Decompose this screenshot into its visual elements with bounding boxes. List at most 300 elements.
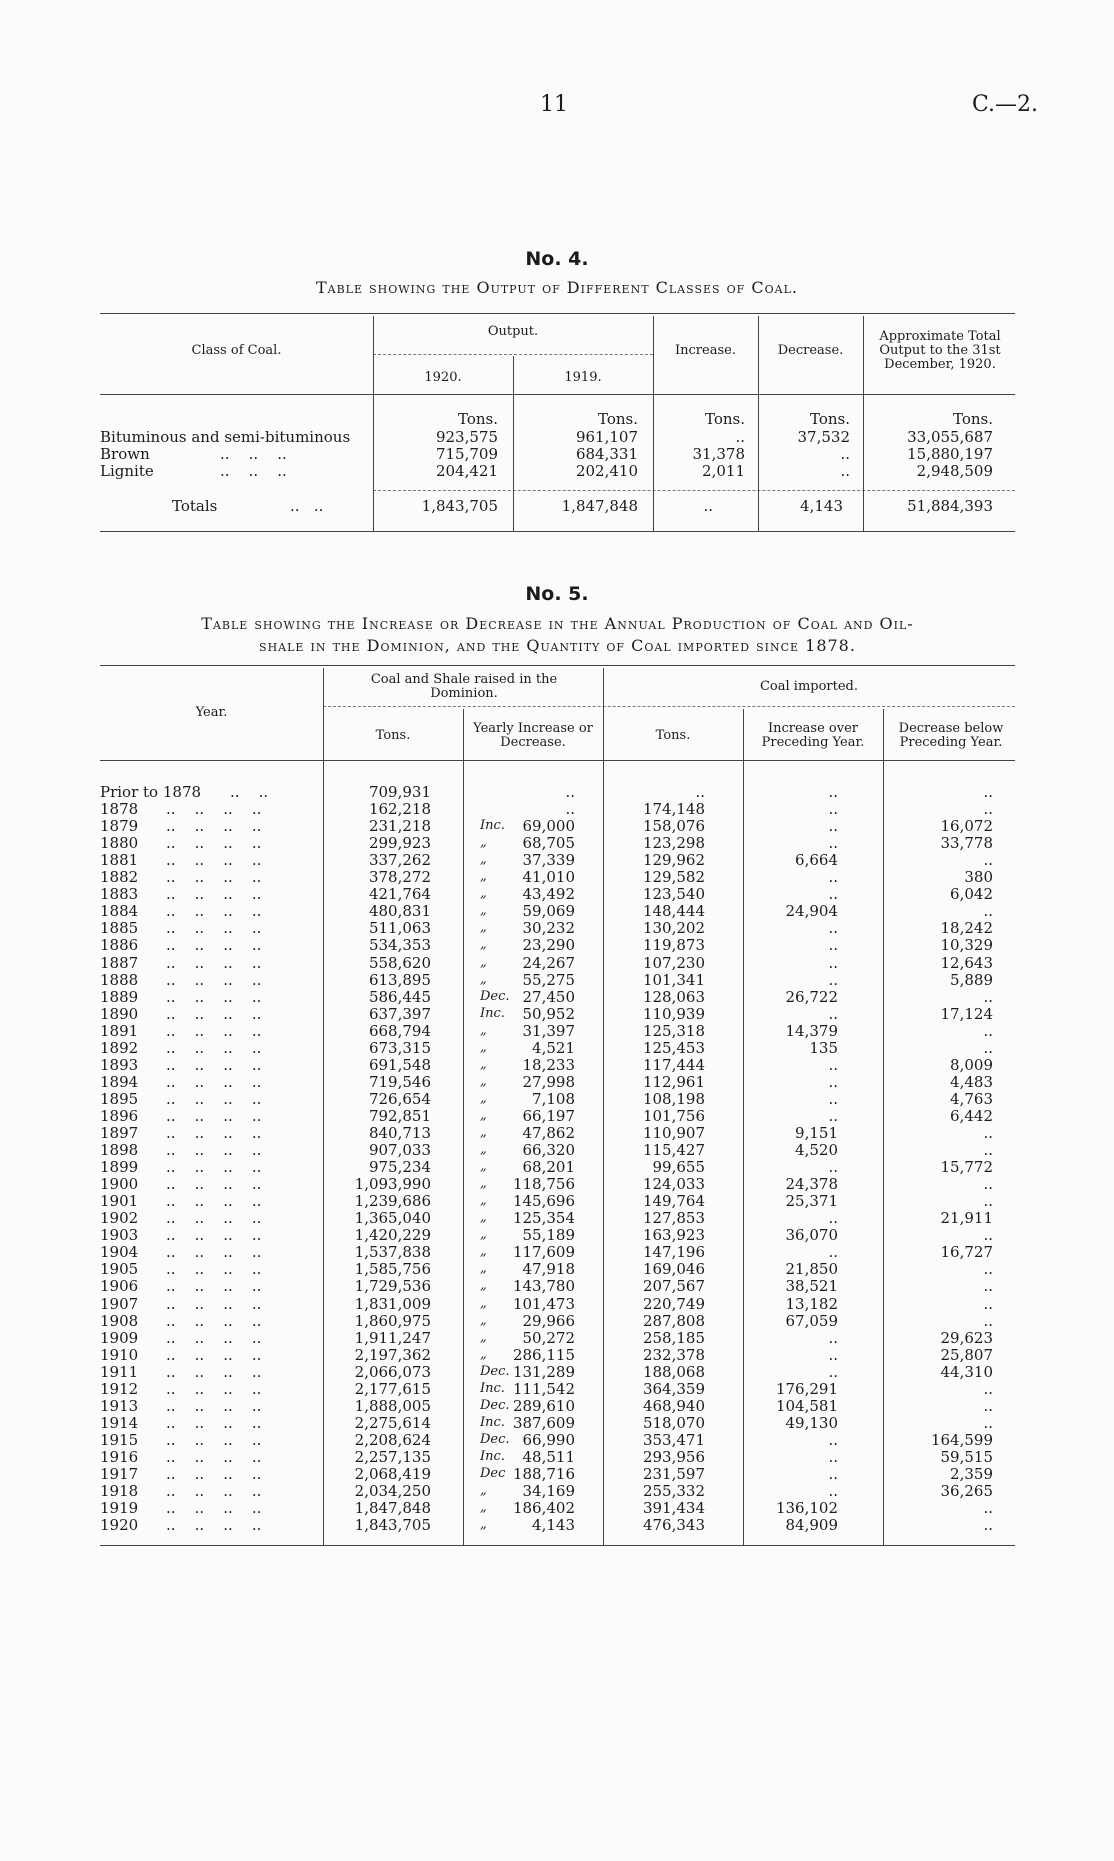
year-label: 1904 xyxy=(100,1243,139,1261)
decrease-below-preceding: 6,042 xyxy=(950,885,993,903)
increase-over-preceding: .. xyxy=(828,1431,838,1449)
increase-over-preceding: .. xyxy=(828,1056,838,1074)
coal-class: Bituminous and semi-bituminous xyxy=(100,428,351,446)
imported-tons: 117,444 xyxy=(642,1056,705,1074)
raised-tons: 691,548 xyxy=(368,1056,431,1074)
raised-tons: 337,262 xyxy=(368,851,431,869)
raised-tons: 299,923 xyxy=(368,834,431,852)
change-type-mark: „ xyxy=(480,1040,487,1055)
raised-tons: 162,218 xyxy=(368,800,431,818)
raised-tons: 378,272 xyxy=(368,868,431,886)
decrease-value: 37,532 xyxy=(797,428,850,446)
increase-over-preceding: .. xyxy=(828,936,838,954)
raised-tons: 2,197,362 xyxy=(354,1346,431,1364)
year-label: 1891 xyxy=(100,1022,139,1040)
decrease-below-preceding: .. xyxy=(983,1039,993,1057)
change-type-mark: Dec. xyxy=(480,1398,510,1413)
year-label: 1880 xyxy=(100,834,139,852)
decrease-value: .. xyxy=(840,445,850,463)
decrease-below-preceding: .. xyxy=(983,1192,993,1210)
imported-tons: 293,956 xyxy=(642,1448,705,1466)
raised-tons: 534,353 xyxy=(368,936,431,954)
yearly-change: 37,339 xyxy=(522,851,575,869)
increase-over-preceding: .. xyxy=(828,1346,838,1364)
yearly-change: 186,402 xyxy=(512,1499,575,1517)
increase-over-preceding: 13,182 xyxy=(785,1295,838,1313)
change-type-mark: Dec. xyxy=(480,1364,510,1379)
change-type-mark: „ xyxy=(480,1517,487,1532)
decrease-below-preceding: .. xyxy=(983,1397,993,1415)
imported-tons: 518,070 xyxy=(642,1414,705,1432)
imported-tons: 119,873 xyxy=(642,936,705,954)
coal-class: Lignite xyxy=(100,462,154,480)
change-type-mark: „ xyxy=(480,937,487,952)
increase-over-preceding: .. xyxy=(828,1363,838,1381)
decrease-below-preceding: .. xyxy=(983,1312,993,1330)
imported-tons: 112,961 xyxy=(642,1073,705,1091)
decrease-below-preceding: .. xyxy=(983,988,993,1006)
leader-dots: .. .. .. .. xyxy=(166,817,262,835)
raised-tons: 1,420,229 xyxy=(354,1226,431,1244)
imported-tons: 99,655 xyxy=(652,1158,705,1176)
column-header-imported: Coal imported. xyxy=(759,679,859,694)
increase-over-preceding: .. xyxy=(828,1073,838,1091)
rule xyxy=(100,760,1015,761)
yearly-change: 286,115 xyxy=(512,1346,575,1364)
year-label: 1900 xyxy=(100,1175,139,1193)
change-type-mark: „ xyxy=(480,886,487,901)
leader-dots: .. .. .. .. xyxy=(166,1363,262,1381)
imported-tons: 353,471 xyxy=(642,1431,705,1449)
change-type-mark: „ xyxy=(480,1108,487,1123)
increase-over-preceding: 38,521 xyxy=(785,1277,838,1295)
change-type-mark: „ xyxy=(480,1347,487,1362)
change-type-mark: Inc. xyxy=(480,1415,505,1430)
yearly-change: 24,267 xyxy=(522,954,575,972)
raised-tons: 2,275,614 xyxy=(354,1414,431,1432)
table-5-title-line-2: shale in the Dominion, and the Quantity of Coal imported since 1878. xyxy=(259,636,856,655)
year-label: 1913 xyxy=(100,1397,139,1415)
change-type-mark: „ xyxy=(480,1125,487,1140)
year-label: 1878 xyxy=(100,800,139,818)
year-label: 1884 xyxy=(100,902,139,920)
decrease-below-preceding: 16,727 xyxy=(940,1243,993,1261)
year-label: 1907 xyxy=(100,1295,139,1313)
decrease-below-preceding: 10,329 xyxy=(940,936,993,954)
leader-dots: .. .. .. .. xyxy=(166,1107,262,1125)
imported-tons: 128,063 xyxy=(642,988,705,1006)
leader-dots: .. .. .. .. xyxy=(166,988,262,1006)
imported-tons: 258,185 xyxy=(642,1329,705,1347)
column-header-output: Output. xyxy=(487,324,539,339)
change-type-mark: Dec xyxy=(480,1466,506,1481)
increase-over-preceding: 136,102 xyxy=(775,1499,838,1517)
rule xyxy=(373,354,653,355)
yearly-change: .. xyxy=(565,800,575,818)
coal-class: Brown xyxy=(100,445,150,463)
leader-dots: .. .. .. .. xyxy=(166,919,262,937)
year-label: 1906 xyxy=(100,1277,139,1295)
decrease-below-preceding: .. xyxy=(983,1516,993,1534)
leader-dots: .. .. .. .. xyxy=(166,1482,262,1500)
imported-tons: 123,298 xyxy=(642,834,705,852)
change-type-mark: „ xyxy=(480,1074,487,1089)
raised-tons: 231,218 xyxy=(368,817,431,835)
yearly-change: 387,609 xyxy=(512,1414,575,1432)
imported-tons: 129,582 xyxy=(642,868,705,886)
column-header-1920: 1920. xyxy=(424,370,462,385)
leader-dots: .. .. .. .. xyxy=(166,936,262,954)
raised-tons: 480,831 xyxy=(368,902,431,920)
increase-over-preceding: .. xyxy=(828,800,838,818)
change-type-mark: „ xyxy=(480,1142,487,1157)
raised-tons: 726,654 xyxy=(368,1090,431,1108)
raised-tons: 975,234 xyxy=(368,1158,431,1176)
decrease-below-preceding: 59,515 xyxy=(940,1448,993,1466)
leader-dots: .. .. .. .. xyxy=(166,1141,262,1159)
decrease-below-preceding: .. xyxy=(983,1295,993,1313)
increase-over-preceding: .. xyxy=(828,1465,838,1483)
column-header-tons: Tons. xyxy=(375,728,411,743)
leader-dots: .. .. .. .. xyxy=(166,1448,262,1466)
yearly-change: 27,450 xyxy=(522,988,575,1006)
raised-tons: 668,794 xyxy=(368,1022,431,1040)
yearly-change: 48,511 xyxy=(522,1448,575,1466)
decrease-below-preceding: 18,242 xyxy=(940,919,993,937)
increase-over-preceding: 67,059 xyxy=(785,1312,838,1330)
yearly-change: 111,542 xyxy=(512,1380,575,1398)
year-label: 1918 xyxy=(100,1482,139,1500)
column-header-1919: 1919. xyxy=(564,370,602,385)
leader-dots: .. .. .. .. xyxy=(166,834,262,852)
imported-tons: 130,202 xyxy=(642,919,705,937)
column-header-decrease: Decrease. xyxy=(777,343,844,358)
leader-dots: .. .. .. .. xyxy=(166,1260,262,1278)
raised-tons: 586,445 xyxy=(368,988,431,1006)
decrease-below-preceding: .. xyxy=(983,1175,993,1193)
decrease-below-preceding: .. xyxy=(983,1022,993,1040)
increase-over-preceding: .. xyxy=(828,885,838,903)
year-label: 1919 xyxy=(100,1499,139,1517)
increase-over-preceding: .. xyxy=(828,971,838,989)
imported-tons: 101,341 xyxy=(642,971,705,989)
imported-tons: 101,756 xyxy=(642,1107,705,1125)
increase-over-preceding: 4,520 xyxy=(795,1141,838,1159)
decrease-below-preceding: 4,763 xyxy=(950,1090,993,1108)
yearly-change: 69,000 xyxy=(522,817,575,835)
increase-over-preceding: 176,291 xyxy=(775,1380,838,1398)
raised-tons: 1,365,040 xyxy=(354,1209,431,1227)
imported-tons: 108,198 xyxy=(642,1090,705,1108)
year-label: 1887 xyxy=(100,954,139,972)
yearly-change: 55,189 xyxy=(522,1226,575,1244)
increase-over-preceding: .. xyxy=(828,1090,838,1108)
yearly-change: 145,696 xyxy=(512,1192,575,1210)
column-header-increase-over: Increase over Preceding Year. xyxy=(761,721,865,750)
imported-tons: 123,540 xyxy=(642,885,705,903)
decrease-below-preceding: 29,623 xyxy=(940,1329,993,1347)
decrease-below-preceding: 33,778 xyxy=(940,834,993,852)
imported-tons: 207,567 xyxy=(642,1277,705,1295)
leader-dots: .. .. .. .. xyxy=(166,1209,262,1227)
rule xyxy=(100,531,1015,532)
leader-dots: .. .. .. .. xyxy=(166,1073,262,1091)
imported-tons: 110,939 xyxy=(642,1005,705,1023)
leader-dots: .. .. .. .. xyxy=(166,1022,262,1040)
leader-dots: .. .. xyxy=(230,783,269,801)
year-label: 1911 xyxy=(100,1363,139,1381)
yearly-change: 66,197 xyxy=(522,1107,575,1125)
raised-tons: 613,895 xyxy=(368,971,431,989)
change-type-mark: „ xyxy=(480,835,487,850)
raised-tons: 637,397 xyxy=(368,1005,431,1023)
year-label: 1897 xyxy=(100,1124,139,1142)
yearly-change: 27,998 xyxy=(522,1073,575,1091)
raised-tons: 1,537,838 xyxy=(354,1243,431,1261)
leader-dots: .. .. .. .. xyxy=(166,1005,262,1023)
totals-1920: 1,843,705 xyxy=(421,497,498,515)
leader-dots: .. .. .. .. xyxy=(166,1380,262,1398)
leader-dots: .. .. .. .. xyxy=(166,1192,262,1210)
leader-dots: .. .. .. .. xyxy=(166,1346,262,1364)
increase-over-preceding: .. xyxy=(828,954,838,972)
raised-tons: 2,034,250 xyxy=(354,1482,431,1500)
totals-decrease: 4,143 xyxy=(800,497,843,515)
decrease-below-preceding: .. xyxy=(983,1141,993,1159)
page-number: 11 xyxy=(540,92,568,117)
output-1919: 684,331 xyxy=(575,445,638,463)
raised-tons: 1,729,536 xyxy=(354,1277,431,1295)
imported-tons: 125,318 xyxy=(642,1022,705,1040)
increase-over-preceding: 25,371 xyxy=(785,1192,838,1210)
raised-tons: 2,066,073 xyxy=(354,1363,431,1381)
totals-label: Totals xyxy=(172,497,218,515)
approx-total-value: 2,948,509 xyxy=(916,462,993,480)
imported-tons: 129,962 xyxy=(642,851,705,869)
column-header-raised: Coal and Shale raised in the Dominion. xyxy=(370,672,558,701)
yearly-change: 66,320 xyxy=(522,1141,575,1159)
yearly-change: 55,275 xyxy=(522,971,575,989)
year-label: 1901 xyxy=(100,1192,139,1210)
increase-over-preceding: .. xyxy=(828,1158,838,1176)
decrease-below-preceding: 4,483 xyxy=(950,1073,993,1091)
decrease-below-preceding: .. xyxy=(983,1380,993,1398)
raised-tons: 1,831,009 xyxy=(354,1295,431,1313)
leader-dots: .. .. .. .. xyxy=(166,1039,262,1057)
imported-tons: 468,940 xyxy=(642,1397,705,1415)
decrease-below-preceding: 21,911 xyxy=(940,1209,993,1227)
leader-dots: .. .. .. .. xyxy=(166,1397,262,1415)
rule xyxy=(373,490,1015,491)
raised-tons: 421,764 xyxy=(368,885,431,903)
year-label: 1915 xyxy=(100,1431,139,1449)
increase-over-preceding: .. xyxy=(828,1005,838,1023)
yearly-change: .. xyxy=(565,783,575,801)
change-type-mark: „ xyxy=(480,920,487,935)
year-label: 1899 xyxy=(100,1158,139,1176)
leader-dots: .. .. .. .. xyxy=(166,1277,262,1295)
year-label: 1903 xyxy=(100,1226,139,1244)
rule xyxy=(100,313,1015,314)
change-type-mark: „ xyxy=(480,869,487,884)
raised-tons: 2,208,624 xyxy=(354,1431,431,1449)
change-type-mark: „ xyxy=(480,972,487,987)
imported-tons: 107,230 xyxy=(642,954,705,972)
leader-dots: .. .. .. .. xyxy=(166,885,262,903)
leader-dots: .. .. .. .. xyxy=(166,971,262,989)
decrease-below-preceding: .. xyxy=(983,1260,993,1278)
raised-tons: 709,931 xyxy=(368,783,431,801)
yearly-change: 7,108 xyxy=(532,1090,575,1108)
increase-over-preceding: .. xyxy=(828,919,838,937)
raised-tons: 1,093,990 xyxy=(354,1175,431,1193)
decrease-below-preceding: .. xyxy=(983,1124,993,1142)
leader-dots: .. .. .. .. xyxy=(166,902,262,920)
decrease-below-preceding: 12,643 xyxy=(940,954,993,972)
year-label: 1908 xyxy=(100,1312,139,1330)
year-label: 1917 xyxy=(100,1465,139,1483)
decrease-below-preceding: 380 xyxy=(964,868,993,886)
leader-dots: .. .. .. .. xyxy=(166,1295,262,1313)
imported-tons: 169,046 xyxy=(642,1260,705,1278)
leader-dots: .. .. .. .. xyxy=(166,1329,262,1347)
raised-tons: 511,063 xyxy=(368,919,431,937)
leader-dots: .. .. .. .. xyxy=(166,1158,262,1176)
leader-dots: .. .. .. xyxy=(220,462,287,480)
yearly-change: 18,233 xyxy=(522,1056,575,1074)
year-label: 1902 xyxy=(100,1209,139,1227)
unit-label: Tons. xyxy=(705,410,745,428)
year-label: 1881 xyxy=(100,851,139,869)
yearly-change: 125,354 xyxy=(512,1209,575,1227)
decrease-below-preceding: 17,124 xyxy=(940,1005,993,1023)
decrease-below-preceding: 6,442 xyxy=(950,1107,993,1125)
yearly-change: 66,990 xyxy=(522,1431,575,1449)
change-type-mark: „ xyxy=(480,1193,487,1208)
rule xyxy=(100,665,1015,666)
raised-tons: 673,315 xyxy=(368,1039,431,1057)
yearly-change: 188,716 xyxy=(512,1465,575,1483)
increase-over-preceding: 24,904 xyxy=(785,902,838,920)
output-1919: 961,107 xyxy=(575,428,638,446)
change-type-mark: „ xyxy=(480,1023,487,1038)
change-type-mark: „ xyxy=(480,1057,487,1072)
imported-tons: 364,359 xyxy=(642,1380,705,1398)
imported-tons: .. xyxy=(695,783,705,801)
totals-approx: 51,884,393 xyxy=(907,497,993,515)
decrease-below-preceding: .. xyxy=(983,783,993,801)
raised-tons: 1,911,247 xyxy=(354,1329,431,1347)
leader-dots: .. .. .. .. xyxy=(166,1499,262,1517)
yearly-change: 41,010 xyxy=(522,868,575,886)
yearly-change: 34,169 xyxy=(522,1482,575,1500)
rule xyxy=(323,706,1015,707)
increase-over-preceding: 135 xyxy=(809,1039,838,1057)
change-type-mark: „ xyxy=(480,1159,487,1174)
leader-dots: .. .. .. .. xyxy=(166,1414,262,1432)
unit-label: Tons. xyxy=(458,410,498,428)
column-header-decrease-below: Decrease below Preceding Year. xyxy=(898,721,1004,750)
output-1920: 923,575 xyxy=(435,428,498,446)
imported-tons: 147,196 xyxy=(642,1243,705,1261)
raised-tons: 558,620 xyxy=(368,954,431,972)
imported-tons: 174,148 xyxy=(642,800,705,818)
change-type-mark: „ xyxy=(480,1483,487,1498)
yearly-change: 117,609 xyxy=(512,1243,575,1261)
imported-tons: 110,907 xyxy=(642,1124,705,1142)
leader-dots: .. .. .. .. xyxy=(166,1124,262,1142)
raised-tons: 907,033 xyxy=(368,1141,431,1159)
approx-total-value: 15,880,197 xyxy=(907,445,993,463)
decrease-below-preceding: 2,359 xyxy=(950,1465,993,1483)
leader-dots: .. .. .. .. xyxy=(166,1243,262,1261)
imported-tons: 148,444 xyxy=(642,902,705,920)
year-label: 1914 xyxy=(100,1414,139,1432)
increase-over-preceding: 9,151 xyxy=(795,1124,838,1142)
output-1919: 202,410 xyxy=(575,462,638,480)
leader-dots: .. .. .. .. xyxy=(166,1312,262,1330)
increase-over-preceding: .. xyxy=(828,1243,838,1261)
imported-tons: 158,076 xyxy=(642,817,705,835)
table-5-title-line-1: Table showing the Increase or Decrease in the Annual Production of Coal and Oil- xyxy=(201,614,914,633)
yearly-change: 68,201 xyxy=(522,1158,575,1176)
column-header-imported-tons: Tons. xyxy=(655,728,691,743)
change-type-mark: Inc. xyxy=(480,1006,505,1021)
raised-tons: 2,177,615 xyxy=(354,1380,431,1398)
table-5-number: No. 5. xyxy=(525,583,589,605)
increase-over-preceding: 84,909 xyxy=(785,1516,838,1534)
year-label: 1885 xyxy=(100,919,139,937)
increase-over-preceding: 24,378 xyxy=(785,1175,838,1193)
increase-over-preceding: .. xyxy=(828,1329,838,1347)
year-label: 1916 xyxy=(100,1448,139,1466)
raised-tons: 1,888,005 xyxy=(354,1397,431,1415)
leader-dots: .. .. .. .. xyxy=(166,1056,262,1074)
imported-tons: 231,597 xyxy=(642,1465,705,1483)
increase-over-preceding: .. xyxy=(828,834,838,852)
yearly-change: 101,473 xyxy=(512,1295,575,1313)
imported-tons: 287,808 xyxy=(642,1312,705,1330)
yearly-change: 30,232 xyxy=(522,919,575,937)
imported-tons: 125,453 xyxy=(642,1039,705,1057)
yearly-change: 23,290 xyxy=(522,936,575,954)
change-type-mark: „ xyxy=(480,1261,487,1276)
increase-over-preceding: 14,379 xyxy=(785,1022,838,1040)
increase-value: 2,011 xyxy=(702,462,745,480)
decrease-below-preceding: .. xyxy=(983,800,993,818)
decrease-below-preceding: .. xyxy=(983,1226,993,1244)
yearly-change: 43,492 xyxy=(522,885,575,903)
change-type-mark: Inc. xyxy=(480,1381,505,1396)
increase-over-preceding: 26,722 xyxy=(785,988,838,1006)
imported-tons: 115,427 xyxy=(642,1141,705,1159)
increase-over-preceding: .. xyxy=(828,868,838,886)
increase-value: .. xyxy=(735,428,745,446)
output-1920: 204,421 xyxy=(435,462,498,480)
approx-total-value: 33,055,687 xyxy=(907,428,993,446)
year-label: 1879 xyxy=(100,817,139,835)
increase-over-preceding: .. xyxy=(828,1209,838,1227)
yearly-change: 50,952 xyxy=(522,1005,575,1023)
raised-tons: 2,068,419 xyxy=(354,1465,431,1483)
year-label: 1882 xyxy=(100,868,139,886)
yearly-change: 31,397 xyxy=(522,1022,575,1040)
change-type-mark: „ xyxy=(480,1244,487,1259)
year-label: 1893 xyxy=(100,1056,139,1074)
leader-dots: .. .. .. .. xyxy=(166,800,262,818)
imported-tons: 163,923 xyxy=(642,1226,705,1244)
leader-dots: .. .. .. .. xyxy=(166,1465,262,1483)
